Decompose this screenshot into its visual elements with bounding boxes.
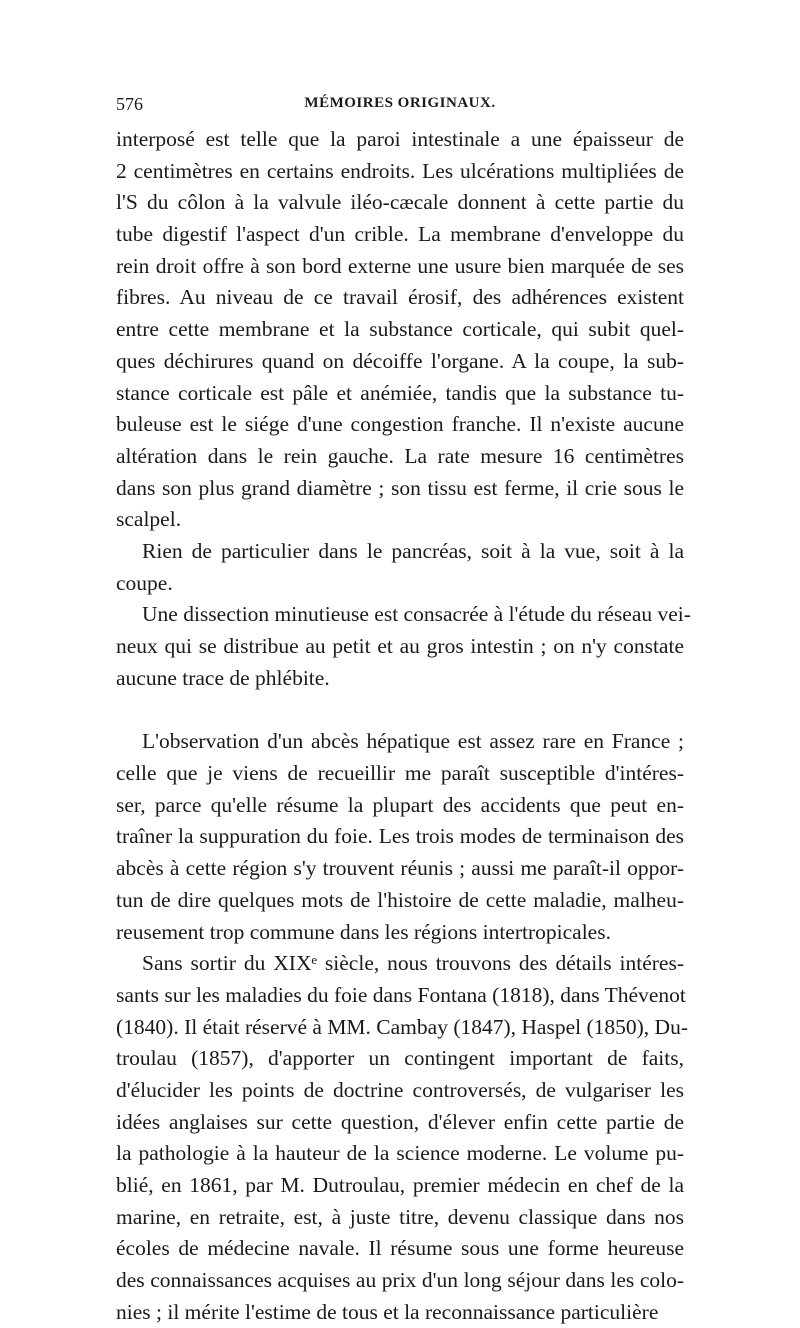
- text-line: abcès à cette région s'y trouvent réunis ; aussi me paraît-il oppor-: [116, 856, 684, 881]
- text-line: L'observation d'un abcès hépatique est assez rare en France ;: [142, 729, 684, 754]
- text-line: interposé est telle que la paroi intestinale a une épaisseur de: [116, 127, 684, 151]
- text-line: la pathologie à la hauteur de la science moderne. Le volume pu-: [116, 1141, 684, 1166]
- paragraph-p1: [116, 124, 684, 536]
- text-line: ques déchirures quand on décoiffe l'organe. A la coupe, la sub-: [116, 348, 684, 373]
- paragraph-gap: [116, 694, 684, 726]
- text-line: entre cette membrane et la substance corticale, qui subit quel-: [116, 317, 684, 342]
- text-line: tube digestif l'aspect d'un crible. La membrane d'enveloppe du: [116, 222, 684, 247]
- book-page: [116, 94, 691, 1328]
- text-line: buleuse est le siége d'une congestion franche. Il n'existe aucune: [116, 412, 684, 437]
- body-text: [116, 124, 691, 1328]
- text-line: Sans sortir du XIXᵉ siècle, nous trouvons des détails intéres-: [142, 951, 684, 976]
- text-line: l'S du côlon à la valvule iléo-cæcale donnent à cette partie du: [116, 190, 684, 215]
- text-line: Une dissection minutieuse est consacrée à l'étude du réseau vei-: [142, 602, 691, 627]
- text-line: troulau (1857), d'apporter un contingent important de faits,: [116, 1046, 684, 1071]
- text-line: sants sur les maladies du foie dans Fontana (1818), dans Thévenot: [116, 982, 686, 1007]
- text-line: reusement trop commune dans les régions intertropicales.: [116, 919, 611, 944]
- text-line: marine, en retraite, est, à juste titre, devenu classique dans nos: [116, 1204, 684, 1229]
- running-head: [116, 94, 684, 124]
- text-line: dans son plus grand diamètre ; son tissu est ferme, il crie sous le: [116, 475, 684, 500]
- paragraph-p3: [116, 599, 691, 694]
- text-line: coupe.: [116, 570, 173, 595]
- text-line: nies ; il mérite l'estime de tous et la reconnaissance particulière: [116, 1299, 659, 1324]
- text-line: tun de dire quelques mots de l'histoire de cette maladie, malheu-: [116, 887, 684, 912]
- text-line: rein droit offre à son bord externe une usure bien marquée de ses: [116, 253, 684, 278]
- text-line: traîner la suppuration du foie. Les trois modes de terminaison des: [116, 824, 684, 849]
- text-line: stance corticale est pâle et anémiée, tandis que la substance tu-: [116, 380, 684, 405]
- paragraph-p2: [116, 536, 684, 599]
- text-line: d'élucider les points de doctrine controversés, de vulgariser les: [116, 1077, 684, 1102]
- text-line: aucune trace de phlébite.: [116, 665, 330, 690]
- text-line: scalpel.: [116, 507, 182, 532]
- text-line: écoles de médecine navale. Il résume sous une forme heureuse: [116, 1236, 684, 1261]
- running-title: MÉMOIRES ORIGINAUX.: [304, 95, 496, 111]
- text-line: neux qui se distribue au petit et au gros intestin ; on n'y constate: [116, 634, 684, 658]
- paragraph-p5: [116, 948, 688, 1328]
- text-line: 2 centimètres en certains endroits. Les ulcérations multipliées de: [116, 158, 684, 183]
- text-line: ser, parce qu'elle résume la plupart des accidents que peut en-: [116, 792, 684, 817]
- page-number: 576: [116, 94, 143, 114]
- text-line: altération dans le rein gauche. La rate mesure 16 centimètres: [116, 443, 684, 468]
- text-line: Rien de particulier dans le pancréas, soit à la vue, soit à la: [142, 538, 684, 563]
- text-line: fibres. Au niveau de ce travail érosif, des adhérences existent: [116, 285, 684, 310]
- text-line: des connaissances acquises au prix d'un long séjour dans les colo-: [116, 1268, 684, 1293]
- text-line: idées anglaises sur cette question, d'élever enfin cette partie de: [116, 1109, 684, 1134]
- text-line: (1840). Il était réservé à MM. Cambay (1847), Haspel (1850), Du-: [116, 1014, 688, 1039]
- paragraph-p4: [116, 726, 684, 948]
- text-line: celle que je viens de recueillir me paraît susceptible d'intéres-: [116, 761, 684, 786]
- text-line: blié, en 1861, par M. Dutroulau, premier médecin en chef de la: [116, 1173, 684, 1197]
